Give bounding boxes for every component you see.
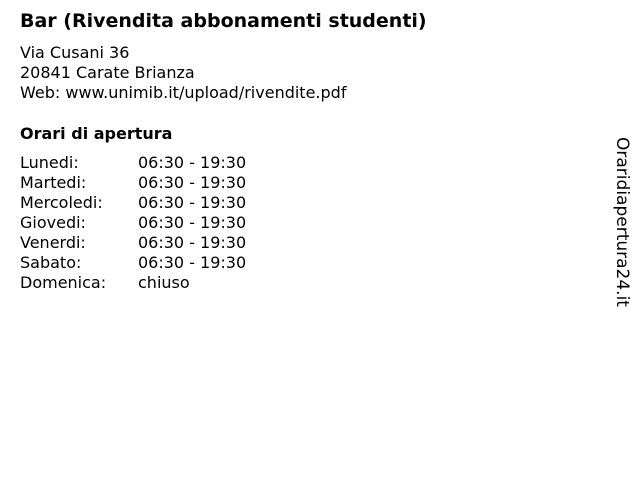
street-address: Via Cusani 36 xyxy=(20,43,130,62)
time-value: 06:30 - 19:30 xyxy=(138,193,247,212)
opening-hours-heading: Orari di apertura xyxy=(20,124,173,143)
page-title: Bar (Rivendita abbonamenti studenti) xyxy=(20,10,427,32)
web-link[interactable]: Web: www.unimib.it/upload/rivendite.pdf xyxy=(20,83,347,102)
time-value: 06:30 - 19:30 xyxy=(138,153,247,172)
time-value: 06:30 - 19:30 xyxy=(138,173,247,192)
day-label: Lunedi: xyxy=(20,153,79,172)
day-label: Sabato: xyxy=(20,253,82,272)
time-value: 06:30 - 19:30 xyxy=(138,253,247,272)
day-label: Domenica: xyxy=(20,273,107,292)
day-label: Giovedi: xyxy=(20,213,86,232)
day-label: Mercoledi: xyxy=(20,193,103,212)
city-address: 20841 Carate Brianza xyxy=(20,63,195,82)
site-watermark: Oraridiapertura24.it xyxy=(612,137,632,307)
address-block xyxy=(20,43,346,103)
time-value: 06:30 - 19:30 xyxy=(138,233,247,252)
time-value: 06:30 - 19:30 xyxy=(138,213,247,232)
day-label: Venerdi: xyxy=(20,233,86,252)
day-label: Martedi: xyxy=(20,173,87,192)
time-value: chiuso xyxy=(138,273,190,292)
